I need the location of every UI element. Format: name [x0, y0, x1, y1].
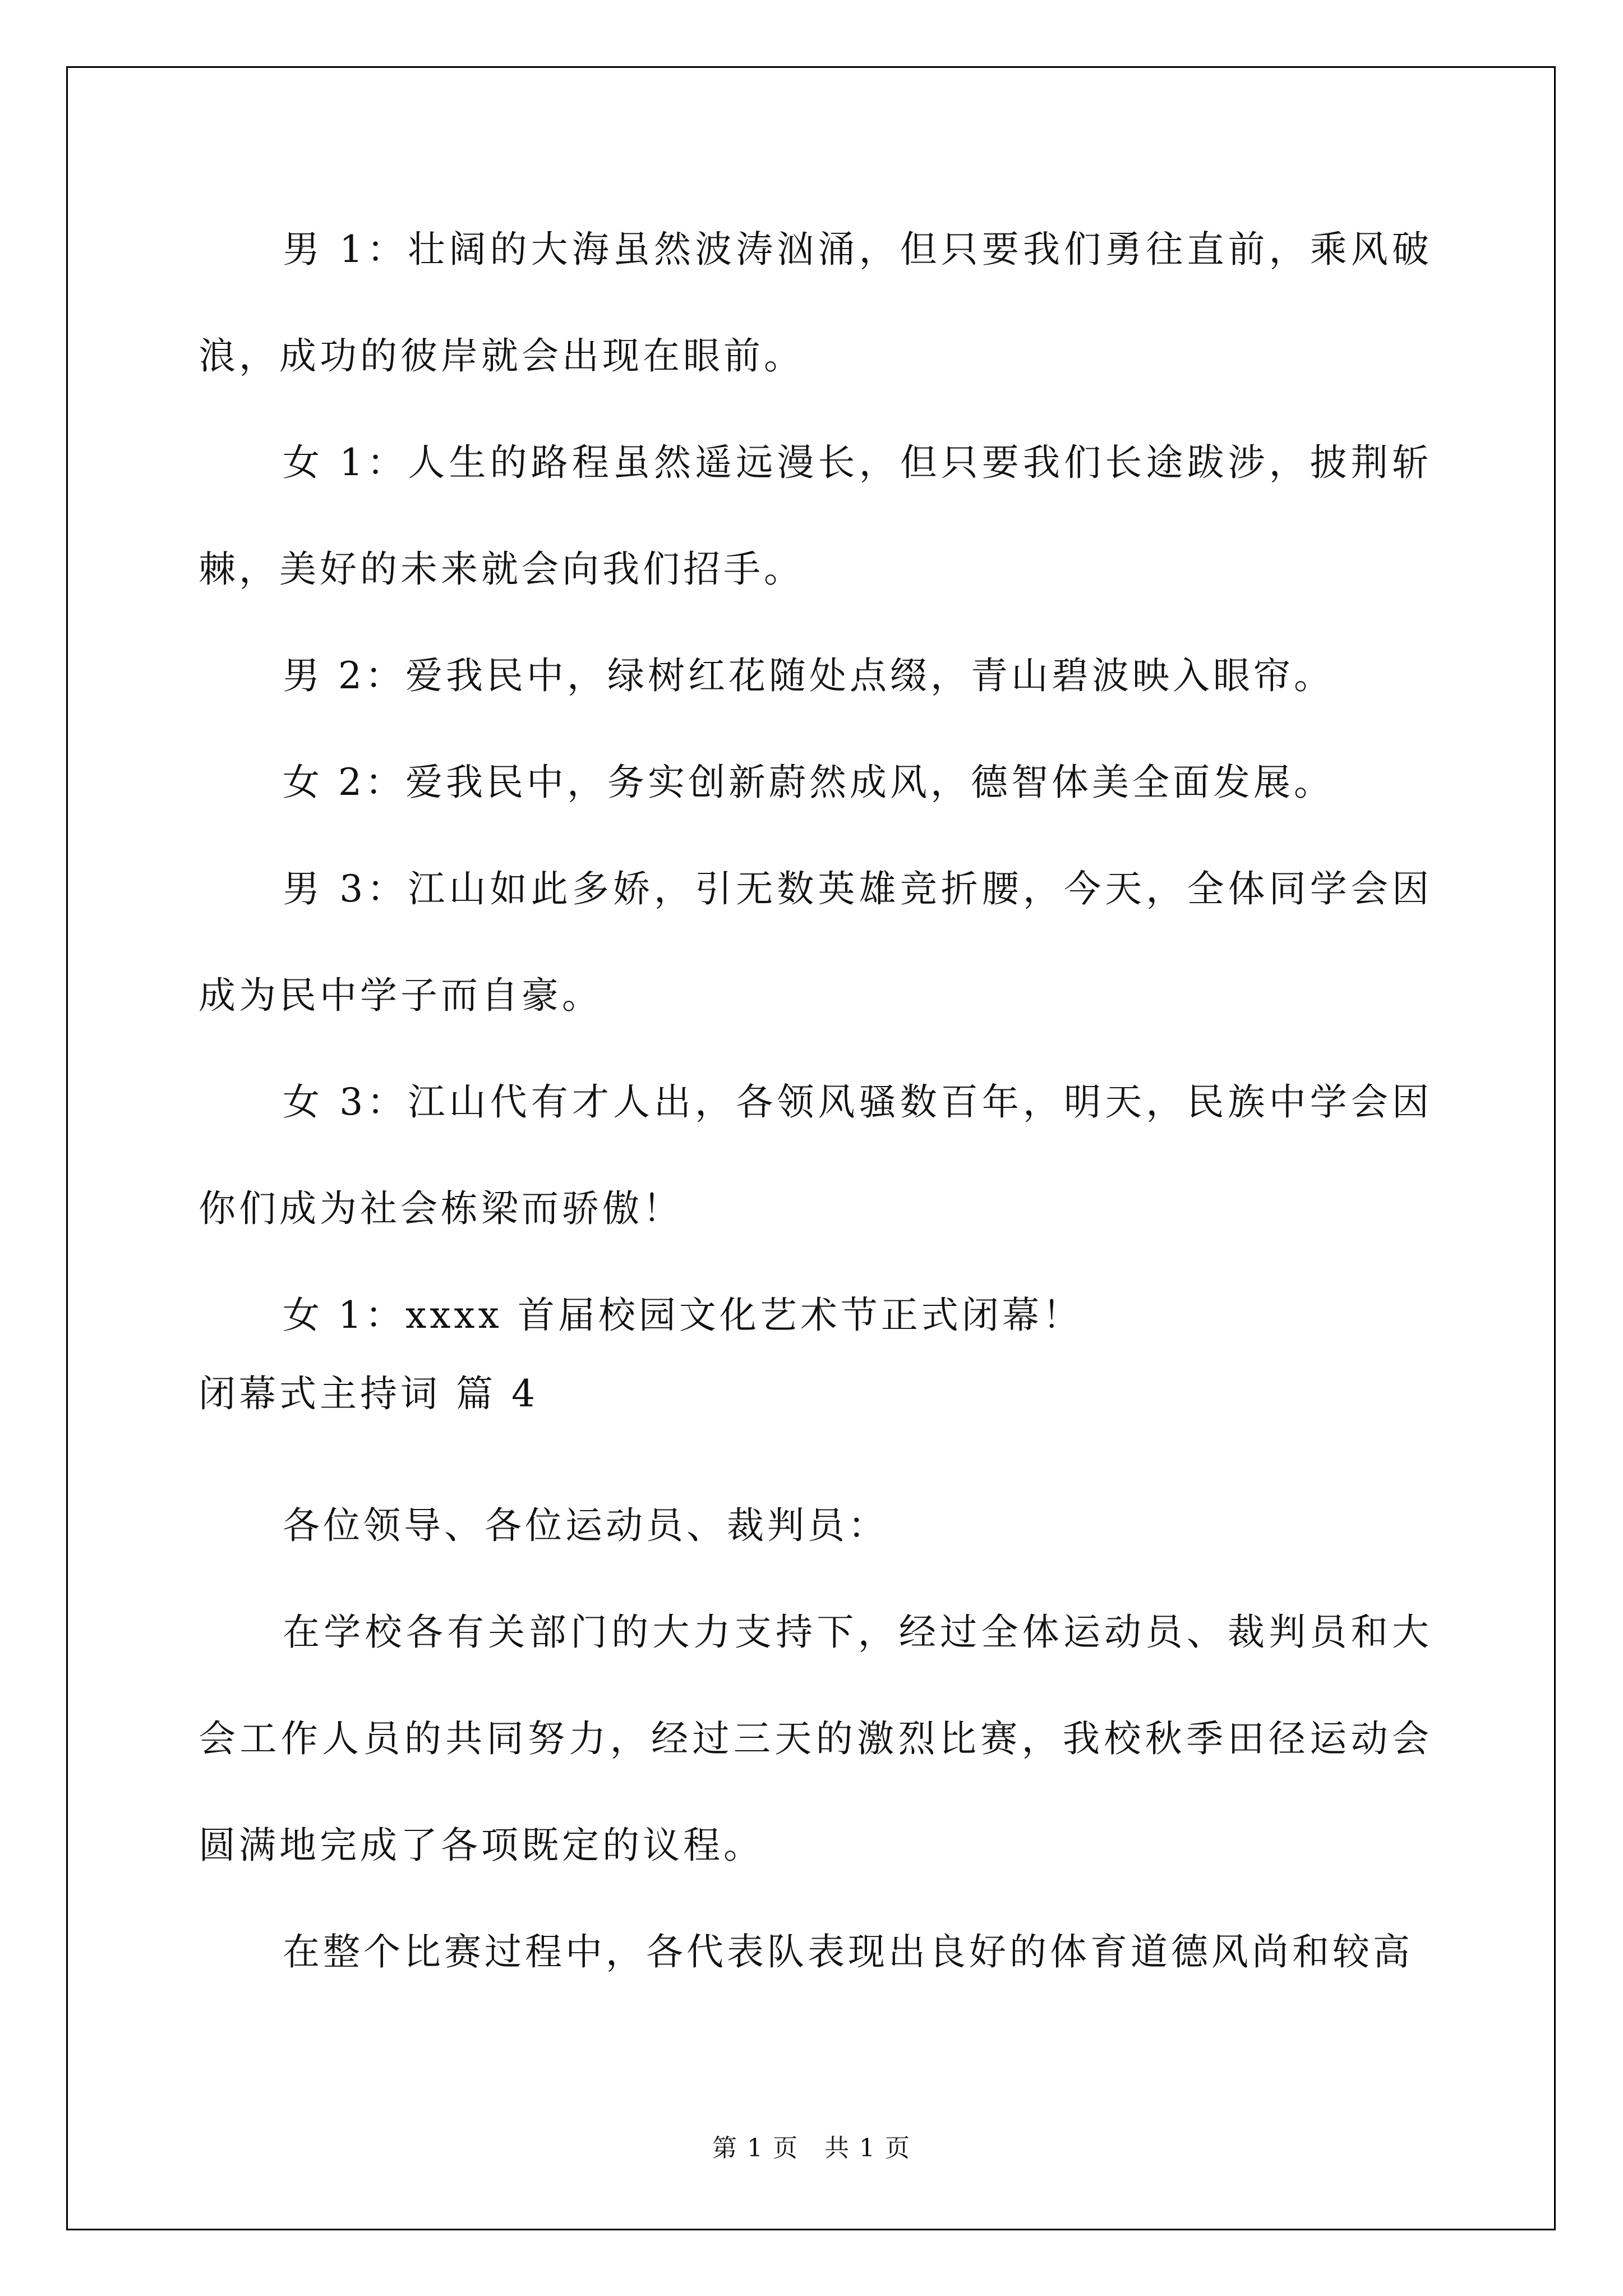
paragraph-female-3: 女 3：江山代有才人出，各领风骚数百年，明天，民族中学会因你们成为社会栋梁而骄傲！ — [199, 1080, 1432, 1230]
paragraph-male-1: 男 1：壮阔的大海虽然波涛汹涌，但只要我们勇往直前，乘风破浪，成功的彼岸就会出现在眼前。 — [199, 228, 1432, 378]
section-heading: 闭幕式主持词 篇 4 — [199, 1372, 538, 1415]
paragraph-female-1: 女 1：人生的路程虽然遥远漫长，但只要我们长途跋涉，披荆斩棘，美好的未来就会向我们招手。 — [199, 441, 1432, 591]
page-footer: 第 1 页 共 1 页 — [712, 2134, 911, 2162]
paragraph-salutation: 各位领导、各位运动员、裁判员： — [283, 1504, 888, 1547]
paragraph-male-3: 男 3：江山如此多娇，引无数英雄竞折腰，今天，全体同学会因成为民中学子而自豪。 — [199, 867, 1432, 1017]
paragraph-female-2: 女 2：爱我民中，务实创新蔚然成风，德智体美全面发展。 — [283, 761, 1334, 804]
paragraph-male-2: 男 2：爱我民中，绿树红花随处点缀，青山碧波映入眼帘。 — [283, 654, 1334, 697]
paragraph-sports-meet-summary: 在学校各有关部门的大力支持下，经过全体运动员、裁判员和大会工作人员的共同努力，经过三天的激烈比赛，我校秋季田径运动会圆满地完成了各项既定的议程。 — [199, 1611, 1432, 1867]
paragraph-competition-process: 在整个比赛过程中，各代表队表现出良好的体育道德风尚和较高 — [283, 1930, 1413, 1973]
paragraph-closing-announcement: 女 1：xxxx 首届校园文化艺术节正式闭幕！ — [283, 1294, 1083, 1337]
